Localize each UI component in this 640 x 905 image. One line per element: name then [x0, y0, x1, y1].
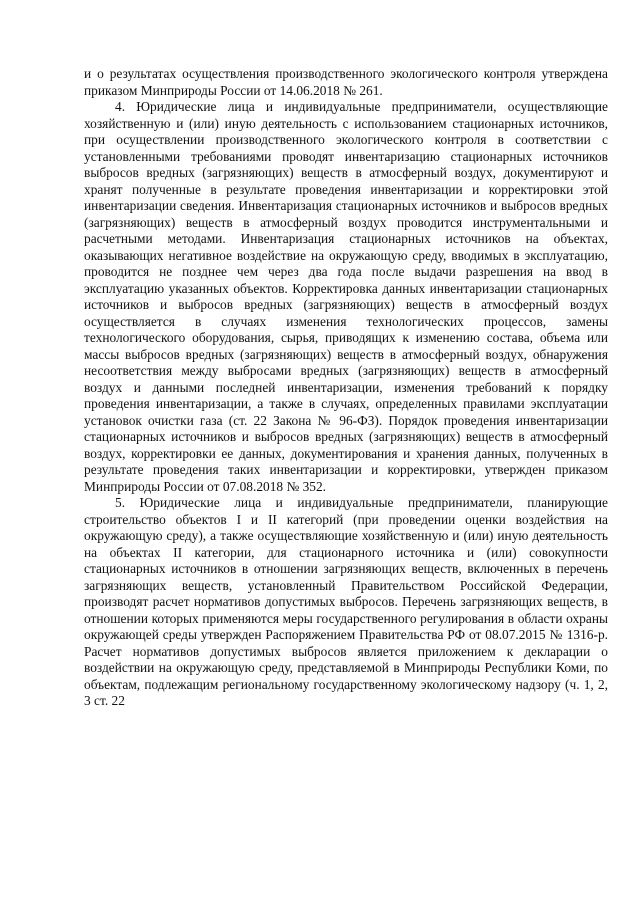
paragraph-continuation: и о результатах осуществления производственного экологического контроля утверждена приказом Минприроды России от 14.06.2018 № 261.: [84, 66, 608, 98]
document-page: [84, 66, 608, 710]
paragraph-item-4: 4. Юридические лица и индивидуальные предприниматели, осуществляющие хозяйственную и (или) иную деятельность с использованием стационарных источников, при осуществлении производственного экологического контроля в соответствии с установленными требованиями проводят инвентаризацию стационарных источников выбросов вредных (загрязняющих) веществ в атмосферный воздух, документируют и хранят полученные в результате проведения инвентаризации и корректировки этой инвентаризации сведения. Инвентаризация стационарных источников и выбросов вредных (загрязняющих) веществ в атмосферный воздух проводится инструментальными и расчетными методами. Инвентаризация стационарных источников на объектах, оказывающих негативное воздействие на окружающую среду, вводимых в эксплуатацию, проводится не позднее чем через два года после выдачи разрешения на ввод в эксплуатацию указанных объектов. Корректировка данных инвентаризации стационарных источников и выбросов вредных (загрязняющих) веществ в атмосферный воздух осуществляется в случаях изменения технологических процессов, замены технологического оборудования, сырья, приводящих к изменению состава, объема или массы выбросов вредных (загрязняющих) веществ в атмосферный воздух, обнаружения несоответствия между выбросами вредных (загрязняющих) веществ в атмосферный воздух и данными последней инвентаризации, изменения требований к порядку проведения инвентаризации, а также в случаях, определенных правилами эксплуатации установок очистки газа (ст. 22 Закона № 96-ФЗ). Порядок проведения инвентаризации стационарных источников и выбросов вредных (загрязняющих) веществ в атмосферный воздух, корректировки ее данных, документирования и хранения данных, полученных в результате проведения таких инвентаризации и корректировки, утвержден приказом Минприроды России от 07.08.2018 № 352.: [84, 99, 608, 494]
paragraph-item-5: 5. Юридические лица и индивидуальные предприниматели, планирующие строительство объектов I и II категорий (при проведении оценки воздействия на окружающую среду), а также осуществляющие хозяйственную и (или) иную деятельность на объектах II категории, для стационарного источника и (или) совокупности стационарных источников в отношении загрязняющих веществ, включенных в перечень загрязняющих веществ, установленный Правительством Российской Федерации, производят расчет нормативов допустимых выбросов. Перечень загрязняющих веществ, в отношении которых применяются меры государственного регулирования в области охраны окружающей среды утвержден Распоряжением Правительства РФ от 08.07.2015 № 1316-р. Расчет нормативов допустимых выбросов является приложением к декларации о воздействии на окружающую среду, представляемой в Минприроды Республики Коми, по объектам, подлежащим региональному государственному экологическому надзору (ч. 1, 2, 3 ст. 22: [84, 495, 608, 708]
